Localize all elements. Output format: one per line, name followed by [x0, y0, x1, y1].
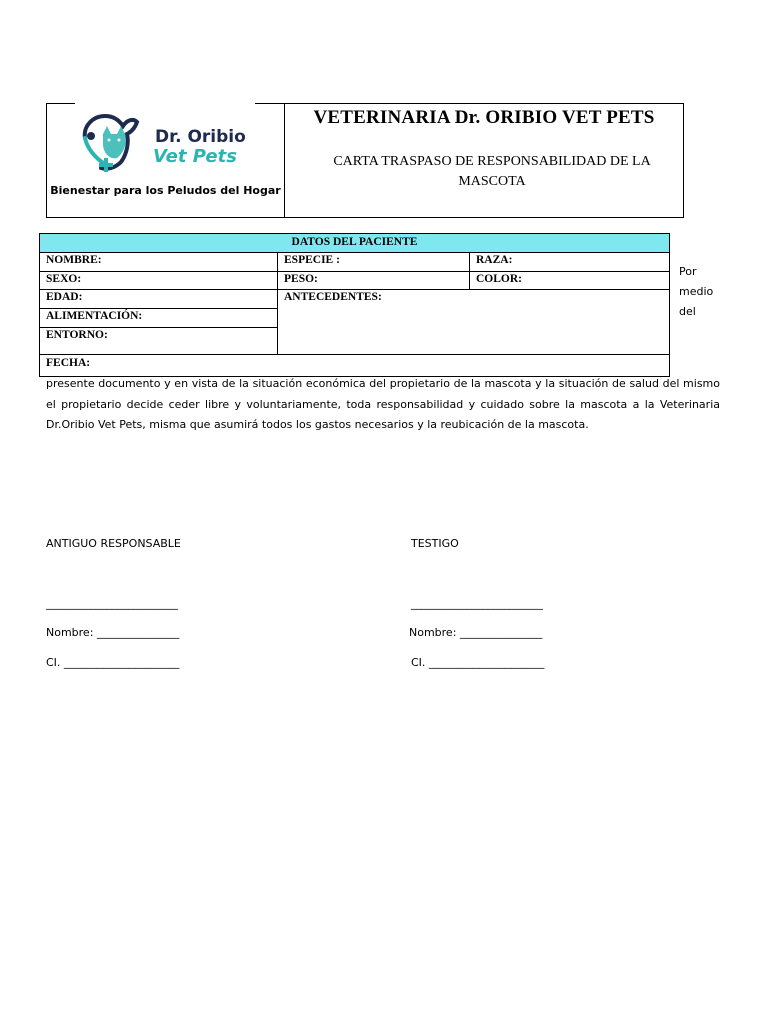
body-line: presente documento y en vista de la situación económica del propietario de la mascota y la situación de salud del mismo — [46, 377, 720, 390]
side-word: Por — [679, 265, 697, 278]
clinic-logo — [77, 108, 257, 184]
field-raza: RAZA: — [476, 254, 513, 266]
field-fecha: FECHA: — [46, 357, 91, 369]
table-header: DATOS DEL PACIENTE — [40, 234, 669, 253]
signature-right-label: TESTIGO — [411, 537, 459, 550]
side-word: medio — [679, 285, 714, 298]
field-color: COLOR: — [476, 273, 522, 285]
signature-right-line: ________________________ — [411, 597, 543, 610]
logo-text-line2: Vet Pets — [153, 146, 237, 167]
field-sexo: SEXO: — [46, 273, 82, 285]
field-peso: PESO: — [284, 273, 318, 285]
field-nombre: NOMBRE: — [46, 254, 102, 266]
field-especie: ESPECIE : — [284, 254, 340, 266]
clinic-title: VETERINARIA Dr. ORIBIO VET PETS — [313, 107, 655, 128]
logo-text-line1: Dr. Oribio — [155, 127, 246, 147]
side-text — [679, 262, 719, 322]
clinic-tagline: Bienestar para los Peludos del Hogar — [50, 184, 281, 197]
signature-left-nombre: Nombre: _______________ — [46, 626, 180, 639]
logo-area — [47, 104, 284, 217]
field-antecedentes: ANTECEDENTES: — [284, 291, 382, 303]
body-line: el propietario decide ceder libre y voluntariamente, toda responsabilidad y cuidado sobre la mascota a la Veterinaria — [46, 397, 720, 411]
document-header — [46, 103, 684, 218]
signature-right-nombre: Nombre: _______________ — [409, 626, 543, 639]
field-entorno: ENTORNO: — [46, 329, 108, 341]
side-word: del — [679, 305, 696, 318]
signature-left-line: ________________________ — [46, 597, 178, 610]
signature-right-ci: CI. _____________________ — [411, 656, 545, 669]
field-edad: EDAD: — [46, 291, 83, 303]
document-title: CARTA TRASPASO DE RESPONSABILIDAD DE LA MASCOTA — [333, 154, 651, 189]
body-paragraph — [46, 374, 720, 436]
field-alimentacion: ALIMENTACIÓN: — [46, 310, 143, 322]
signature-left-ci: CI. _____________________ — [46, 656, 180, 669]
signature-left-label: ANTIGUO RESPONSABLE — [46, 537, 181, 550]
patient-data-table — [39, 233, 670, 377]
body-line: Dr.Oribio Vet Pets, misma que asumirá todos los gastos necesarios y la reubicación de la mascota. — [46, 418, 589, 431]
